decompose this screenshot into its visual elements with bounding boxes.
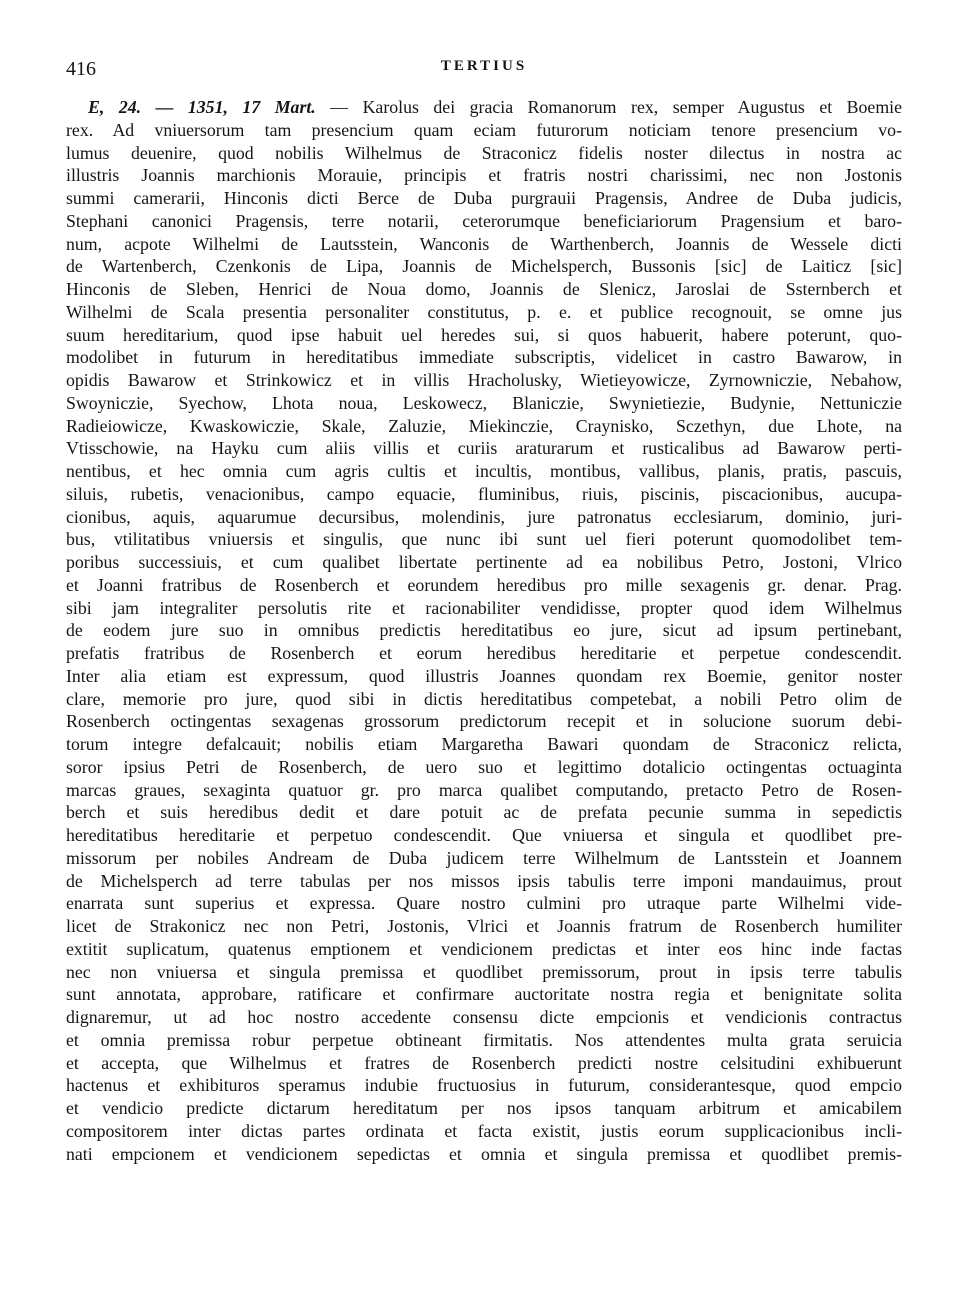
text-line: bus, vtilitatibus vniuersis et singulis, que nunc ibi sunt uel fieri poterunt quomodolibet tem- [66,529,902,550]
text-line-content: — Karolus dei gracia Romanorum rex, semper Augustus et Boemie [315,97,902,117]
document-body [66,96,902,1165]
text-line: Rosenberch octingentas sexagenas grossorum predictorum recepit et in solucione suorum debi- [66,711,902,732]
text-line: soror ipsius Petri de Rosenberch, de uero suo et legittimo dotalicio octingentas octuaginta [66,756,902,777]
page-header [66,58,902,86]
text-line: sibi jam integraliter persolutis rite et racionabiliter vendidisse, propter quod idem Wilhelmus [66,597,902,618]
text-line: enarrata sunt superius et expressa. Quare nostro culmini pro utraque parte Wilhelmi vide- [66,893,902,914]
text-line: Vtisschowie, na Hayku cum aliis villis et curiis araturarum et rusticalibus ad Bawarow perti- [66,438,902,459]
text-line: illustris Joannis marchionis Morauie, principis et fratris nostri charissimi, nec non Jostonis [66,165,902,186]
charter-reference: E, 24. — 1351, 17 Mart. [88,97,316,117]
text-line: Wilhelmi de Scala presentia personaliter constitutus, p. e. et publice recognouit, se omne jus [66,301,902,322]
text-line: marcas graues, sexaginta quatuor gr. pro marca qualibet computando, pretacto Petro de Rosen- [66,779,902,800]
document-page [66,0,902,1299]
text-line: berch et suis heredibus dedit et dare potuit ac de prefata pecunie summa in sepedictis [66,802,902,823]
text-line: de Wartenberch, Czenkonis de Lipa, Joannis de Michelsperch, Bussonis [sic] de Laiticz [sic] [66,256,902,277]
text-line: Radieiowicze, Kwaskowiczie, Skale, Zaluzie, Miekinczie, Craynisko, Sczethyn, due Lhote, na [66,415,902,436]
text-line: cionibus, aquis, aquarumue decursibus, molendinis, jure patronatus ecclesiarum, dominio, juri- [66,506,902,527]
text-line: summi camerarii, Hinconis dicti Berce de Duba purgrauii Pragensis, Andree de Duba judicis, [66,188,902,208]
text-line: hereditatibus hereditarie et perpetuo condescendit. Que vniuersa et singula et quodlibet pre- [66,825,902,845]
text-line: Stephani canonici Pragensis, terre notarii, ceterorumque beneficiariorum Pragensium et baro- [66,210,902,231]
text-line: et Joanni fratribus de Rosenberch et eorundem heredibus pro mille sexagenis gr. denar. Prag. [66,574,902,595]
text-line: poribus successiuis, et cum qualibet libertate pertinente ad ea nobilibus Petro, Jostoni, Vlrico [66,552,902,572]
text-line: num, acpote Wilhelmi de Lautsstein, Wanconis de Warthenberch, Joannis de Wessele dicti [66,233,902,254]
text-line: modolibet in futurum in hereditatibus immediate subscriptis, videlicet in castro Bawarow, in [66,347,902,368]
text-line: de eodem jure suo in omnibus predictis hereditatibus eo jure, sicut ad ipsum pertinebant, [66,620,902,641]
text-line: dignaremur, ut ad hoc nostro accedente consensu dicte empcionis et vendicionis contractus [66,1007,902,1027]
text-line [66,96,902,119]
text-line: missorum per nobiles Andream de Duba judicem terre Wilhelmum de Lantsstein et Joannem [66,847,902,868]
text-line: et omnia premissa robur perpetue obtineant firmitatis. Nos attendentes multa grata seruicia [66,1029,902,1050]
text-line: et vendicio predicte dictarum hereditatum per nos ipsos tanquam arbitrum et amicabilem [66,1098,902,1118]
text-line: de Michelsperch ad terre tabulas per nos missos ipsis tabulis terre imponi mandauimus, prout [66,870,902,891]
text-line: opidis Bawarow et Strinkowicz et in villis Hracholusky, Wietieyowicze, Zyrnowniczie, Nebahow, [66,370,902,390]
text-line: licet de Strakonicz nec non Petri, Jostonis, Vlrici et Joannis fratrum de Rosenberch humiliter [66,916,902,936]
text-line: et accepta, que Wilhelmus et fratres de Rosenberch predicti nostre celsitudini exhibuerunt [66,1052,902,1073]
text-line: sunt annotata, approbare, ratificare et confirmare auctoritate nostra regia et benignitate solita [66,984,902,1005]
text-line: hactenus et exhibituros speramus indubie fructuosius in futurum, considerantesque, quod empcio [66,1075,902,1096]
text-line: extitit suplicatum, quatenus emptionem et vendicionem predictas et inter eos hinc inde factas [66,938,902,959]
text-line: rex. Ad vniuersorum tam presencium quam eciam futurorum noticiam tenore presencium vo- [66,119,902,140]
text-line: Swoyniczie, Syechow, Lhota noua, Leskowecz, Blaniczie, Swynietiezie, Budynie, Nettuniczie [66,392,902,413]
text-line: nati empcionem et vendicionem sepedictas et omnia et singula premissa et quodlibet premis- [66,1143,902,1164]
text-line: nec non vniuersa et singula premissa et quodlibet premissorum, prout in ipsis terre tabulis [66,961,902,982]
text-line: prefatis fratribus de Rosenberch et eorum heredibus hereditarie et perpetue condescendit. [66,643,902,663]
text-line: compositorem inter dictas partes ordinata et facta existit, justis eorum supplicacionibus incli- [66,1120,902,1141]
text-line: Inter alia etiam est expressum, quod illustris Joannes quondam rex Boemie, genitor noster [66,665,902,686]
text-line: lumus deuenire, quod nobilis Wilhelmus de Straconicz fidelis noster dilectus in nostra ac [66,142,902,163]
text-line: siluis, rubetis, venacionibus, campo equacie, fluminibus, riuis, piscinis, piscacionibus, aucupa- [66,483,902,504]
text-line: Hinconis de Sleben, Henrici de Noua domo, Joannis de Slenicz, Jaroslai de Ssternberch et [66,279,902,299]
text-line: clare, memorie pro jure, quod sibi in dictis hereditatibus competebat, a nobili Petro olim de [66,688,902,709]
page-number: 416 [66,58,96,80]
text-line: torum integre defalcauit; nobilis etiam Margaretha Bawari quondam de Straconicz relicta, [66,734,902,754]
text-line: suum hereditarium, quod ipse habuit uel heredes sui, si quos habuerit, habere poterunt, quo- [66,324,902,345]
running-title: TERTIUS [440,58,528,74]
text-line: nentibus, et hec omnia cum agris cultis et incultis, montibus, vallibus, planis, pratis, pascuis, [66,461,902,481]
